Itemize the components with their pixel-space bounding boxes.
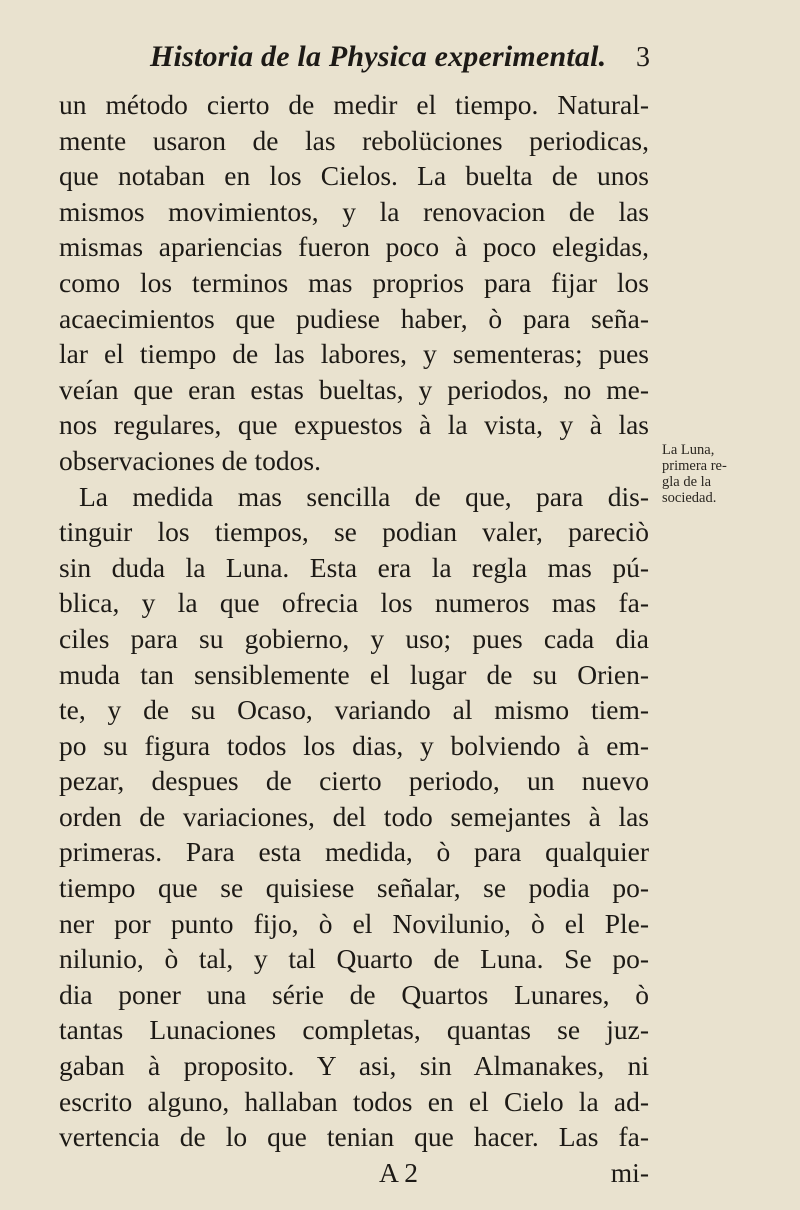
margin-note-line: sociedad. xyxy=(662,490,717,506)
text-line: sin duda la Luna. Esta era la regla mas pú- xyxy=(59,551,649,583)
text-line: mismos movimientos, y la renovacion de las xyxy=(59,195,649,227)
margin-note-line: gla de la xyxy=(662,474,712,490)
text-line: po su figura todos los dias, y bolviendo à em- xyxy=(59,729,649,761)
signature-mark: A 2 xyxy=(379,1156,418,1188)
text-line: que notaban en los Cielos. La buelta de unos xyxy=(59,160,649,192)
text-line: vertencia de lo que tenian que hacer. Las fa- xyxy=(59,1121,649,1153)
running-head: Historia de la Physica experimental. xyxy=(150,40,607,73)
text-line: blica, y la que ofrecia los numeros mas fa- xyxy=(59,587,649,619)
page-footer xyxy=(59,1155,649,1191)
text-line: mismas apariencias fueron poco à poco elegidas, xyxy=(59,231,649,263)
text-line: un método cierto de medir el tiempo. Natural- xyxy=(59,89,649,120)
text-line: tiempo que se quisiese señalar, se podia po- xyxy=(59,872,649,904)
text-line: ner por punto fijo, ò el Novilunio, ò el Ple- xyxy=(59,907,649,939)
text-line: observaciones de todos. xyxy=(59,444,321,476)
margin-note xyxy=(662,442,792,506)
text-line: mente usaron de las rebolüciones periodicas, xyxy=(59,124,649,156)
text-line: gaban à proposito. Y asi, sin Almanakes, ni xyxy=(59,1050,649,1082)
text-line: tinguir los tiempos, se podian valer, pareciò xyxy=(59,516,649,548)
text-line: veían que eran estas bueltas, y periodos, no me- xyxy=(59,373,649,405)
text-line: te, y de su Ocaso, variando al mismo tiem- xyxy=(59,694,649,726)
text-line: como los terminos mas proprios para fijar los xyxy=(59,266,649,298)
text-line: muda tan sensiblemente el lugar de su Orien- xyxy=(59,658,649,690)
paragraph-start-line: La medida mas sencilla de que, para dis- xyxy=(79,480,649,512)
text-line: lar el tiempo de las labores, y sementeras; pues xyxy=(59,338,649,370)
text-line: ciles para su gobierno, y uso; pues cada dia xyxy=(59,622,649,654)
text-line: tantas Lunaciones completas, quantas se juz- xyxy=(59,1014,649,1046)
body-text xyxy=(59,87,649,1190)
margin-note-line: La Luna, xyxy=(662,442,715,458)
page-header xyxy=(150,40,650,80)
text-line: escrito alguno, hallaban todos en el Cielo la ad- xyxy=(59,1085,649,1117)
catchword: mi- xyxy=(610,1156,649,1188)
text-line: nos regulares, que expuestos à la vista, y à las xyxy=(59,409,649,441)
text-line: pezar, despues de cierto periodo, un nuevo xyxy=(59,765,649,797)
margin-note-line: primera re- xyxy=(662,458,727,474)
text-line: acaecimientos que pudiese haber, ò para seña- xyxy=(59,302,649,334)
text-line: nilunio, ò tal, y tal Quarto de Luna. Se po- xyxy=(59,943,649,975)
page-number: 3 xyxy=(636,42,650,73)
text-line: primeras. Para esta medida, ò para qualquier xyxy=(59,836,649,868)
text-line: orden de variaciones, del todo semejantes à las xyxy=(59,800,649,832)
text-line: dia poner una série de Quartos Lunares, ò xyxy=(59,978,649,1010)
